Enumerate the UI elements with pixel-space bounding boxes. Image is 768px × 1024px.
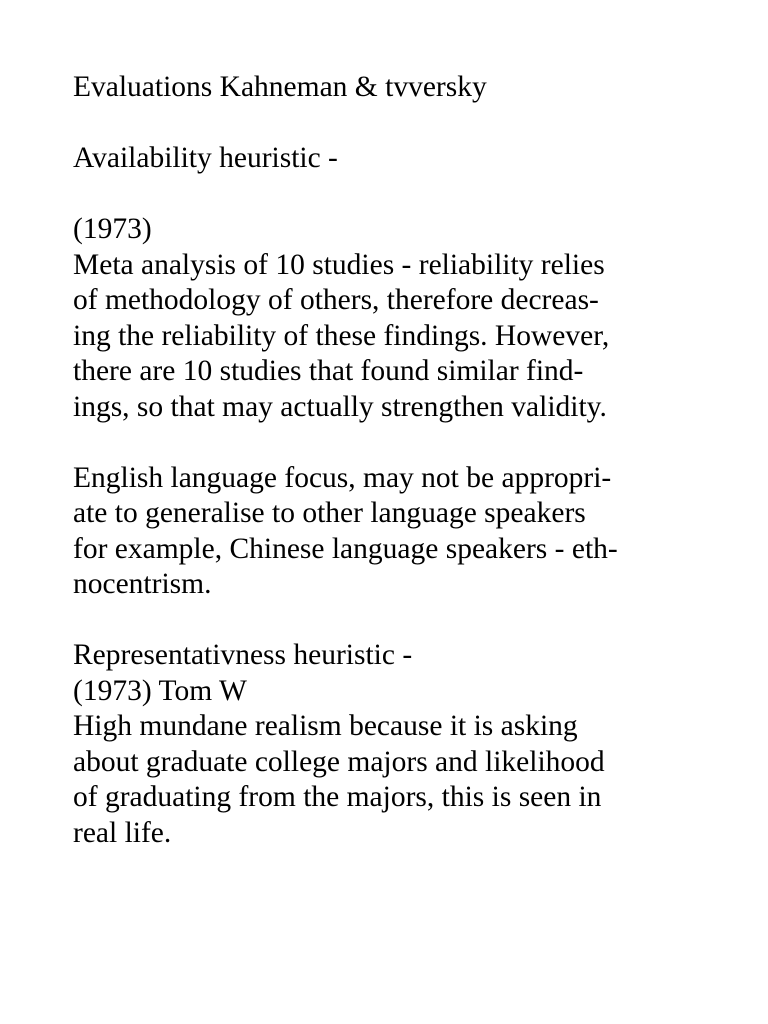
text-line: there are 10 studies that found similar find- (73, 355, 584, 387)
text-line: ate to generalise to other language speakers (73, 497, 586, 529)
blank-line (73, 106, 713, 142)
blank-line (73, 425, 713, 461)
text-line: about graduate college majors and likelihood (73, 745, 605, 778)
blank-line (73, 177, 713, 213)
text-line: of graduating from the majors, this is seen in (73, 781, 602, 813)
blank-line (73, 603, 713, 639)
text-line: of methodology of others, therefore decreas- (73, 284, 599, 316)
text-line: ings, so that may actually strengthen validity. (73, 390, 607, 423)
text-line: real life. (73, 816, 172, 849)
text-line: (1973) (73, 213, 152, 245)
text-line: Meta analysis of 10 studies - reliability relies (73, 248, 605, 281)
section-heading-representativeness: Representativness heuristic - (73, 639, 413, 671)
text-line: English language focus, may not be appropri- (73, 461, 612, 494)
text-line: for example, Chinese language speakers - eth- (73, 532, 618, 565)
section-heading-availability: Availability heuristic - (73, 142, 338, 174)
document-title: Evaluations Kahneman & tvversky (73, 71, 487, 103)
text-line: nocentrism. (73, 568, 212, 600)
text-line: (1973) Tom W (73, 674, 247, 707)
document-body (73, 70, 713, 851)
text-line: ing the reliability of these findings. However, (73, 319, 610, 352)
text-line: High mundane realism because it is asking (73, 710, 578, 742)
